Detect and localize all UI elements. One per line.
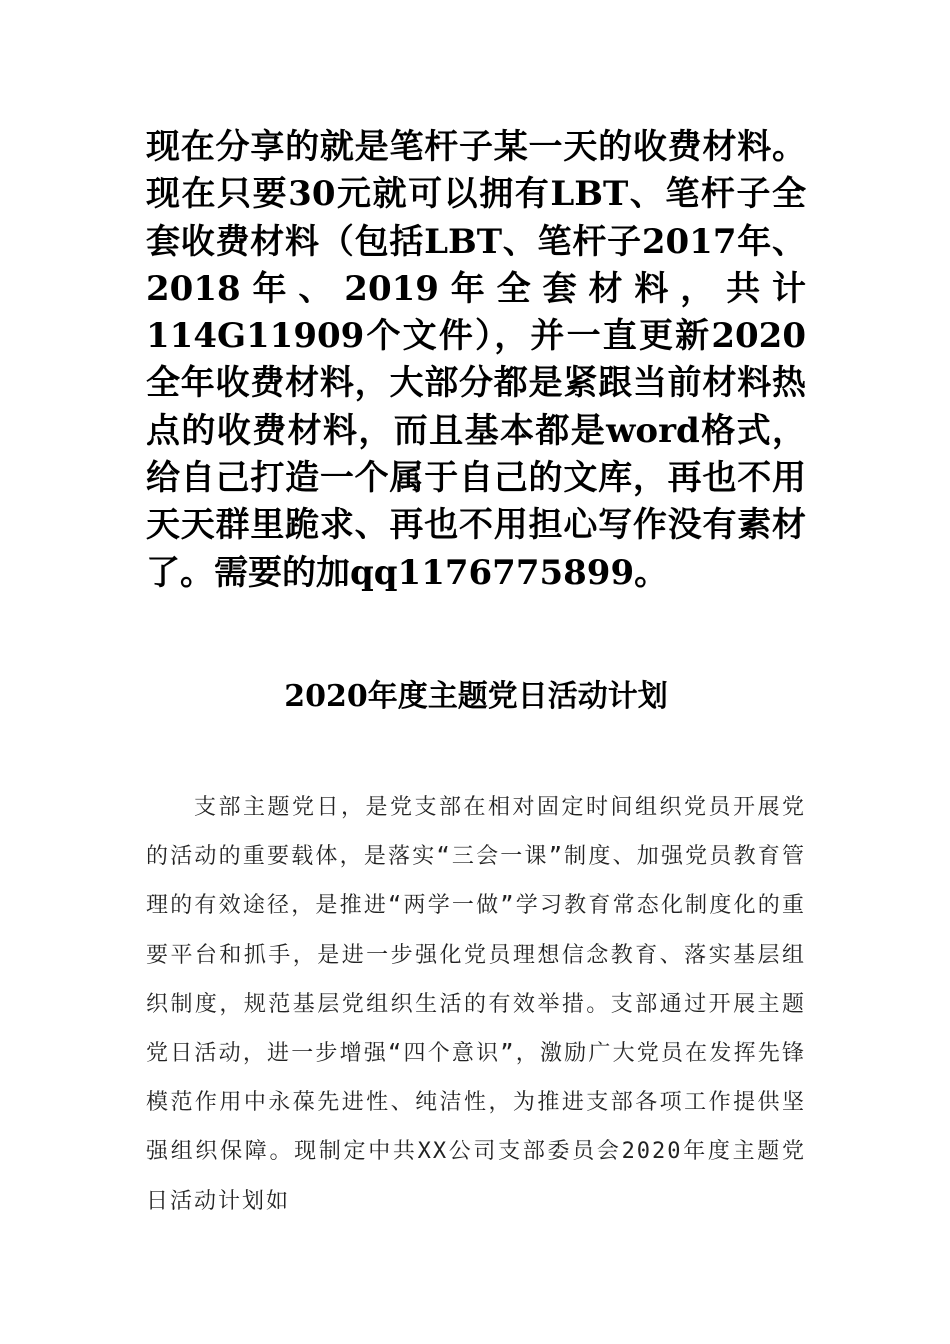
body-paragraph: 支部主题党日，是党支部在相对固定时间组织党员开展党的活动的重要载体，是落实“三会一课”制度、加强党员教育管理的有效途径，是推进“两学一做”学习教育常态化制度化的重要平台和抓手，是进一步强化党员理想信念教育、落实基层组织制度，规范基层党组织生活的有效举措。支部通过开展主题党日活动，进一步增强“四个意识”，激励广大党员在发挥先锋模范作用中永葆先进性、纯洁性，为推进支部各项工作提供坚强组织保障。现制定中共XX公司支部委员会2020年度主题党日活动计划如 [146, 795, 806, 1214]
promo-paragraph: 现在分享的就是笔杆子某一天的收费材料。现在只要30元就可以拥有LBT、笔杆子全套收费材料（包括LBT、笔杆子2017年、2018年、2019年全套材料，共计114G11909个文件），并一直更新2020全年收费材料，大部分都是紧跟当前材料热点的收费材料，而且基本都是word格式，给自己打造一个属于自己的文库，再也不用天天群里跪求、再也不用担心写作没有素材了。需要的加qq1176775899。 [146, 127, 806, 593]
document-title: 2020年度主题党日活动计划 [284, 679, 668, 714]
